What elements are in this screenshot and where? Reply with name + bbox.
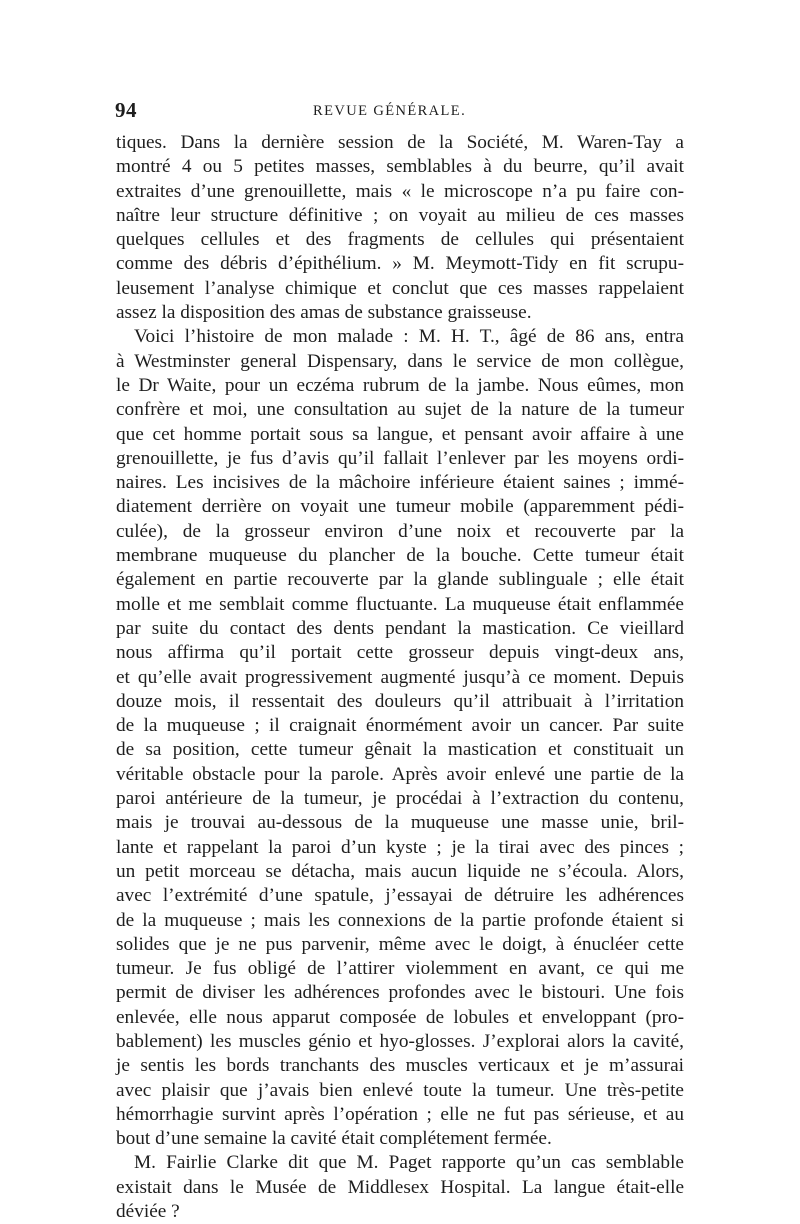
text-line: nous affirma qu’il portait cette grosseur depuis vingt-deux ans, [116, 642, 684, 664]
text-line: le Dr Waite, pour un eczéma rubrum de la jambe. Nous eûmes, mon [116, 374, 684, 396]
paragraph [116, 325, 684, 1151]
paragraph [116, 131, 684, 325]
page-number: 94 [115, 98, 137, 122]
text-line: un petit morceau se détacha, mais aucun liquide ne s’écoula. Alors, [116, 860, 684, 882]
text-line: permit de diviser les adhérences profondes avec le bistouri. Une fois [116, 982, 684, 1004]
text-line: bablement) les muscles génio et hyo-glosses. J’explorai alors la cavité, [116, 1030, 684, 1052]
text-line: grenouillette, je fus d’avis qu’il fallait l’enlever par les moyens ordi- [116, 447, 684, 469]
text-line: véritable obstacle pour la parole. Après avoir enlevé une partie de la [116, 763, 684, 785]
text-line: déviée ? [116, 1201, 180, 1223]
text-line: solides que je ne pus parvenir, même avec le doigt, à énucléer cette [116, 933, 684, 955]
text-line: de sa position, cette tumeur gênait la mastication et constituait un [116, 739, 684, 761]
text-line: comme des débris d’épithélium. » M. Meymott-Tidy en fit scrupu- [116, 253, 684, 275]
text-line: confrère et moi, une consultation au sujet de la nature de la tumeur [116, 399, 684, 421]
text-line: paroi antérieure de la tumeur, je procédai à l’extraction du contenu, [116, 788, 684, 810]
text-line: membrane muqueuse du plancher de la bouche. Cette tumeur était [116, 545, 684, 567]
text-line: mais je trouvai au-dessous de la muqueuse une masse unie, bril- [116, 812, 684, 834]
text-line: culée), de la grosseur environ d’une noix et recouverte par la [116, 520, 684, 542]
text-line: je sentis les bords tranchants des muscles verticaux et je m’assurai [116, 1055, 684, 1077]
text-line: également en partie recouverte par la glande sublinguale ; elle était [116, 569, 684, 591]
text-line: extraites d’une grenouillette, mais « le microscope n’a pu faire con- [116, 180, 684, 202]
paragraph [116, 1151, 684, 1224]
text-line: existait dans le Musée de Middlesex Hospital. La langue était-elle [116, 1176, 684, 1198]
text-line: que cet homme portait sous sa langue, et pensant avoir affaire à une [116, 423, 684, 445]
text-line: hémorrhagie survint après l’opération ; elle ne fut pas sérieuse, et au [116, 1103, 684, 1125]
page-header [115, 98, 685, 128]
text-line: avec l’extrémité d’une spatule, j’essayai de détruire les adhérences [116, 885, 684, 907]
text-line: Voici l’histoire de mon malade : M. H. T., âgé de 86 ans, entra [134, 326, 684, 348]
text-line: et qu’elle avait progressivement augmenté jusqu’à ce moment. Depuis [116, 666, 684, 688]
text-line: diatement derrière on voyait une tumeur mobile (apparemment pédi- [116, 496, 684, 518]
text-line: à Westminster general Dispensary, dans le service de mon collègue, [116, 350, 684, 372]
text-line: lante et rappelant la paroi d’un kyste ; je la tirai avec des pinces ; [116, 836, 684, 858]
text-line: tumeur. Je fus obligé de l’attirer violemment en avant, ce qui me [116, 958, 684, 980]
text-line: douze mois, il ressentait des douleurs qu’il attribuait à l’irritation [116, 690, 684, 712]
text-line: enlevée, elle nous apparut composée de lobules et enveloppant (pro- [116, 1006, 684, 1028]
text-line: molle et me semblait comme fluctuante. La muqueuse était enflammée [116, 593, 684, 615]
text-line: naires. Les incisives de la mâchoire inférieure étaient saines ; immé- [116, 472, 684, 494]
text-line: quelques cellules et des fragments de cellules qui présentaient [116, 229, 684, 251]
text-line: M. Fairlie Clarke dit que M. Paget rapporte qu’un cas semblable [134, 1152, 684, 1174]
text-line: par suite du contact des dents pendant la mastication. Ce vieillard [116, 617, 684, 639]
text-line: bout d’une semaine la cavité était complétement fermée. [116, 1128, 552, 1150]
text-line: naître leur structure définitive ; on voyait au milieu de ces masses [116, 204, 684, 226]
running-title: REVUE GÉNÉRALE. [313, 103, 467, 119]
text-line: avec plaisir que j’avais bien enlevé toute la tumeur. Une très-petite [116, 1079, 684, 1101]
text-line: assez la disposition des amas de substance graisseuse. [116, 302, 532, 324]
text-line: de la muqueuse ; mais les connexions de la partie profonde étaient si [116, 909, 684, 931]
text-line: de la muqueuse ; il craignait énormément avoir un cancer. Par suite [116, 715, 684, 737]
text-line: montré 4 ou 5 petites masses, semblables à du beurre, qu’il avait [116, 156, 684, 178]
text-line: leusement l’analyse chimique et conclut que ces masses rappelaient [116, 277, 684, 299]
body-text [116, 131, 684, 1224]
text-line: tiques. Dans la dernière session de la Société, M. Waren-Tay a [116, 132, 684, 153]
